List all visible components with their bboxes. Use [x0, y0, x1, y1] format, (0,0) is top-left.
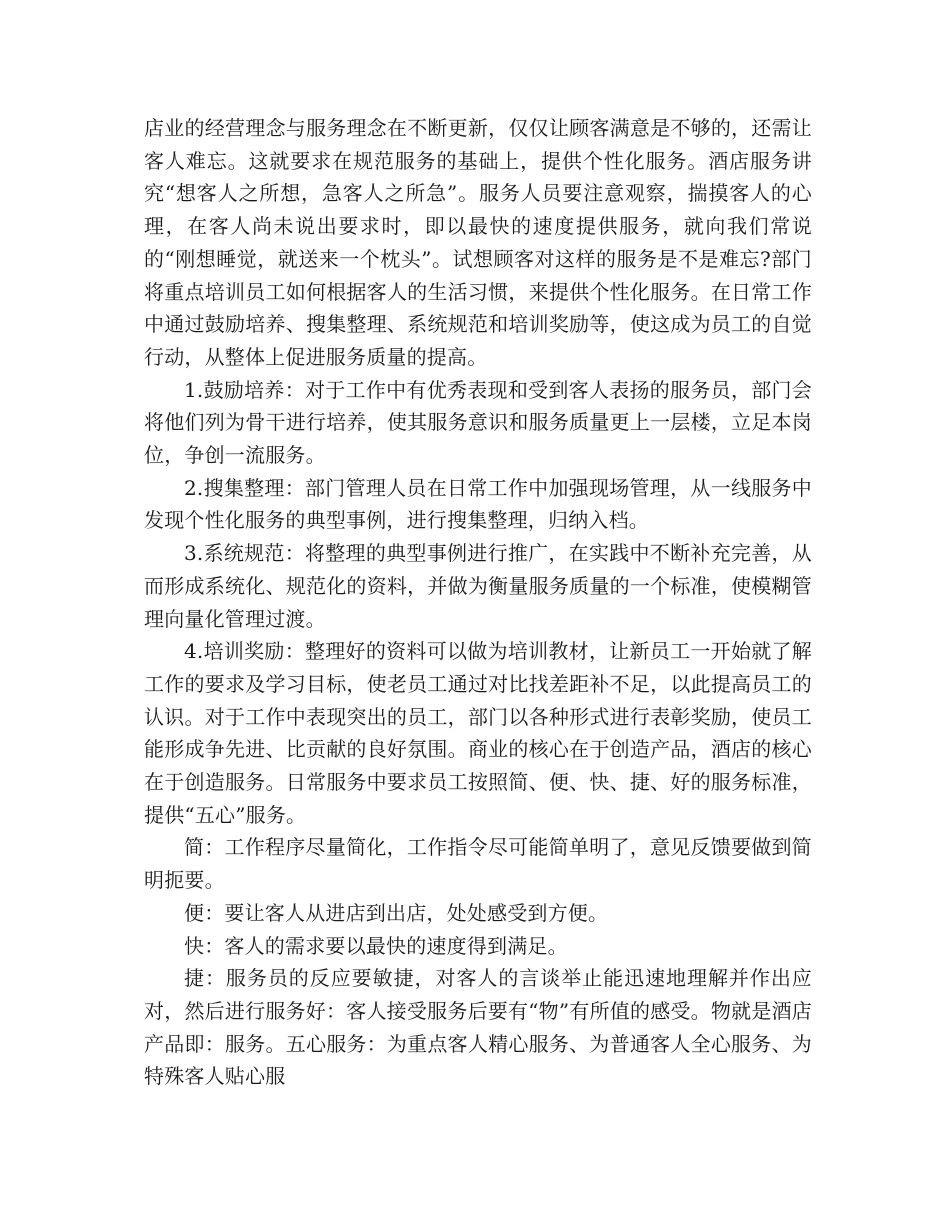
document-body — [144, 112, 812, 1093]
paragraph-training-reward: 4.培训奖励：整理好的资料可以做为培训教材，让新员工一开始就了解工作的要求及学习目标，使老员工通过对比找差距补不足，以此提高员工的认识。对于工作中表现突出的员工，部门以各种形式进行表彰奖励，使员工能形成争先进、比贡献的良好氛围。商业的核心在于创造产品，酒店的核心在于创造服务。日常服务中要求员工按照简、便、快、捷、好的服务标准，提供“五心”服务。 — [144, 639, 812, 827]
paragraph-collect-organize: 2.搜集整理：部门管理人员在日常工作中加强现场管理，从一线服务中发现个性化服务的典型事例，进行搜集整理，归纳入档。 — [144, 475, 812, 533]
paragraph-simple: 简：工作程序尽量简化，工作指令尽可能简单明了，意见反馈要做到简明扼要。 — [144, 835, 812, 893]
paragraph-intro: 店业的经营理念与服务理念在不断更新，仅仅让顾客满意是不够的，还需让客人难忘。这就要求在规范服务的基础上，提供个性化服务。酒店服务讲究“想客人之所想，急客人之所急”。服务人员要注意观察，揣摸客人的心理，在客人尚未说出要求时，即以最快的速度提供服务，就向我们常说的“刚想睡觉，就送来一个枕头”。试想顾客对这样的服务是不是难忘?部门将重点培训员工如何根据客人的生活习惯，来提供个性化服务。在日常工作中通过鼓励培养、搜集整理、系统规范和培训奖励等，使这成为员工的自觉行动，从整体上促进服务质量的提高。 — [144, 116, 812, 369]
paragraph-convenient: 便：要让客人从进店到出店，处处感受到方便。 — [184, 900, 609, 925]
paragraph-encourage-training: 1.鼓励培养：对于工作中有优秀表现和受到客人表扬的服务员，部门会将他们列为骨干进行培养，使其服务意识和服务质量更上一层楼，立足本岗位，争创一流服务。 — [144, 377, 812, 468]
paragraph-system-standard: 3.系统规范：将整理的典型事例进行推广，在实践中不断补充完善，从而形成系统化、规范化的资料，并做为衡量服务质量的一个标准，使模糊管理向量化管理过渡。 — [144, 541, 812, 631]
paragraph-quick-good: 捷：服务员的反应要敏捷，对客人的言谈举止能迅速地理解并作出应对，然后进行服务好：客人接受服务后要有“物”有所值的感受。物就是酒店产品即：服务。五心服务：为重点客人精心服务、为普通客人全心服务、为特殊客人贴心服 — [144, 966, 812, 1089]
paragraph-fast: 快：客人的需求要以最快的速度得到满足。 — [184, 933, 568, 958]
